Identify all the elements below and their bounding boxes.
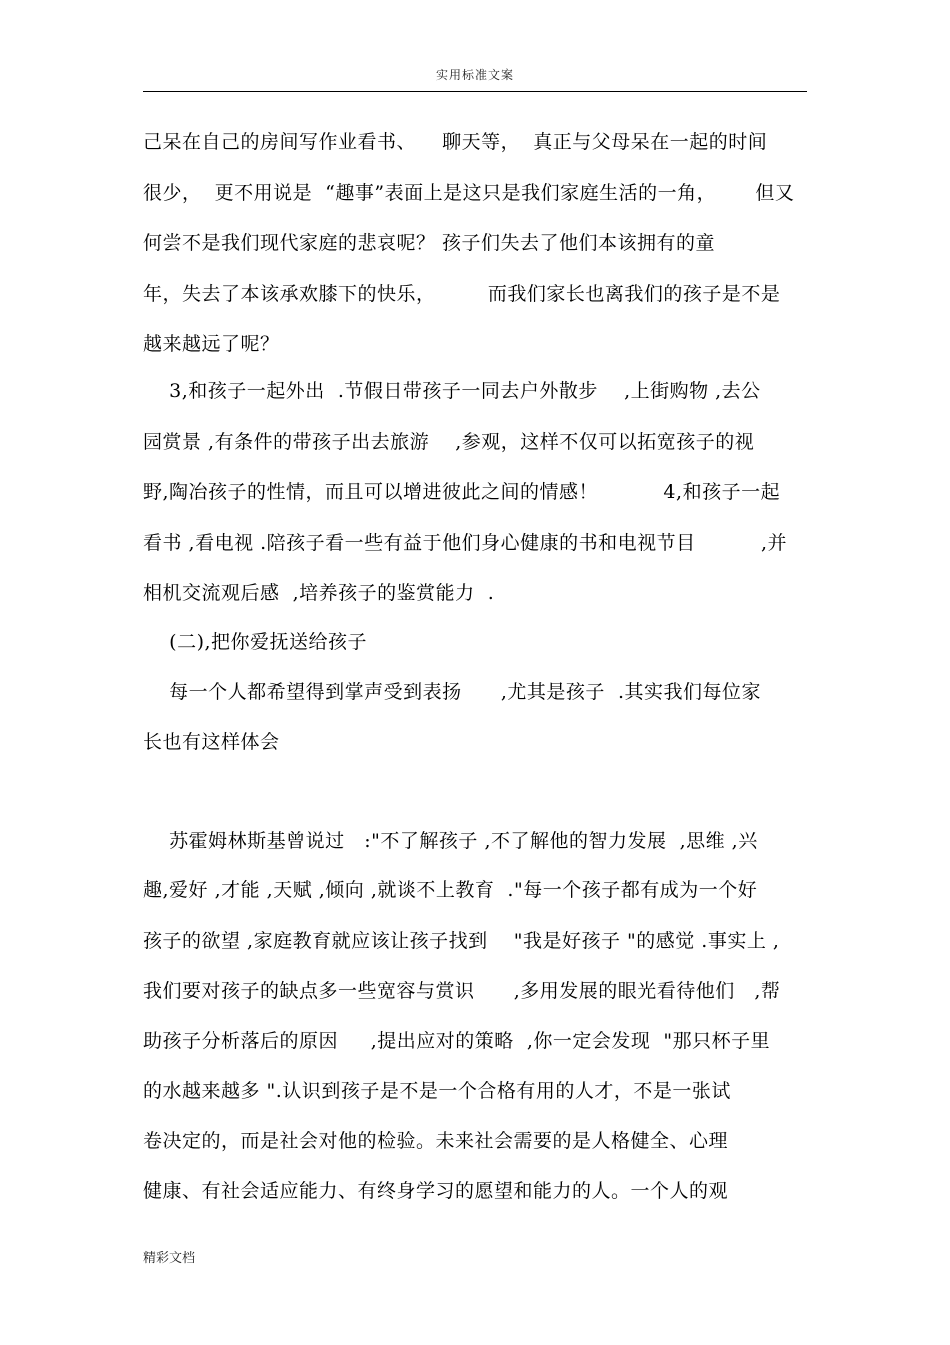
body-line-12: 每一个人都希望得到掌声受到表扬 ,尤其是孩子 .其实我们每位家 <box>143 681 762 703</box>
body-line-15: 趣,爱好 ,才能 ,天赋 ,倾向 ,就谈不上教育 ."每一个孩子都有成为一个好 <box>143 879 758 901</box>
body-line-20: 卷决定的，而是社会对他的检验。未来社会需要的是人格健全、心理 <box>143 1130 729 1152</box>
section-heading: (二),把你爱抚送给孩子 <box>143 631 368 653</box>
body-line-1: 己呆在自己的房间写作业看书、 聊天等， 真正与父母呆在一起的时间 <box>143 131 768 153</box>
body-line-16: 孩子的欲望 ,家庭教育就应该让孩子找到 "我是好孩子 "的感觉 .事实上 , <box>143 930 780 952</box>
body-line-10: 相机交流观后感 ,培养孩子的鉴赏能力 . <box>143 582 495 604</box>
page-header: 实用标准文案 <box>435 68 514 82</box>
body-line-19: 的水越来越多 ".认识到孩子是不是一个合格有用的人才，不是一张试 <box>143 1080 731 1102</box>
body-line-14: 苏霍姆林斯基曾说过 :"不了解孩子 ,不了解他的智力发展 ,思维 ,兴 <box>143 830 758 852</box>
body-line-4: 年，失去了本该承欢膝下的快乐， 而我们家长也离我们的孩子是不是 <box>143 283 781 305</box>
body-line-3: 何尝不是我们现代家庭的悲哀呢？ 孩子们失去了他们本该拥有的童 <box>143 232 716 254</box>
page-footer: 精彩文档 <box>143 1251 196 1266</box>
body-line-6: 3,和孩子一起外出 .节假日带孩子一同去户外散步 ,上街购物 ,去公 <box>143 380 761 402</box>
body-line-8: 野,陶冶孩子的性情，而且可以增进彼此之间的情感！ 4,和孩子一起 <box>143 481 781 503</box>
header-divider <box>143 91 807 92</box>
body-line-5: 越来越远了呢？ <box>143 333 280 355</box>
body-line-18: 助孩子分析落后的原因 ,提出应对的策略 ,你一定会发现 "那只杯子里 <box>143 1030 771 1052</box>
body-line-13: 长也有这样体会 <box>143 731 280 753</box>
body-line-9: 看书 ,看电视 .陪孩子看一些有益于他们身心健康的书和电视节目 ,并 <box>143 532 788 554</box>
body-line-21: 健康、有社会适应能力、有终身学习的愿望和能力的人。一个人的观 <box>143 1180 729 1202</box>
body-line-17: 我们要对孩子的缺点多一些宽容与赏识 ,多用发展的眼光看待他们 ,帮 <box>143 980 781 1002</box>
body-line-2: 很少， 更不用说是 “趣事”表面上是这只是我们家庭生活的一角， 但又 <box>143 182 795 204</box>
body-line-7: 园赏景 ,有条件的带孩子出去旅游 ,参观，这样不仅可以拓宽孩子的视 <box>143 431 755 453</box>
